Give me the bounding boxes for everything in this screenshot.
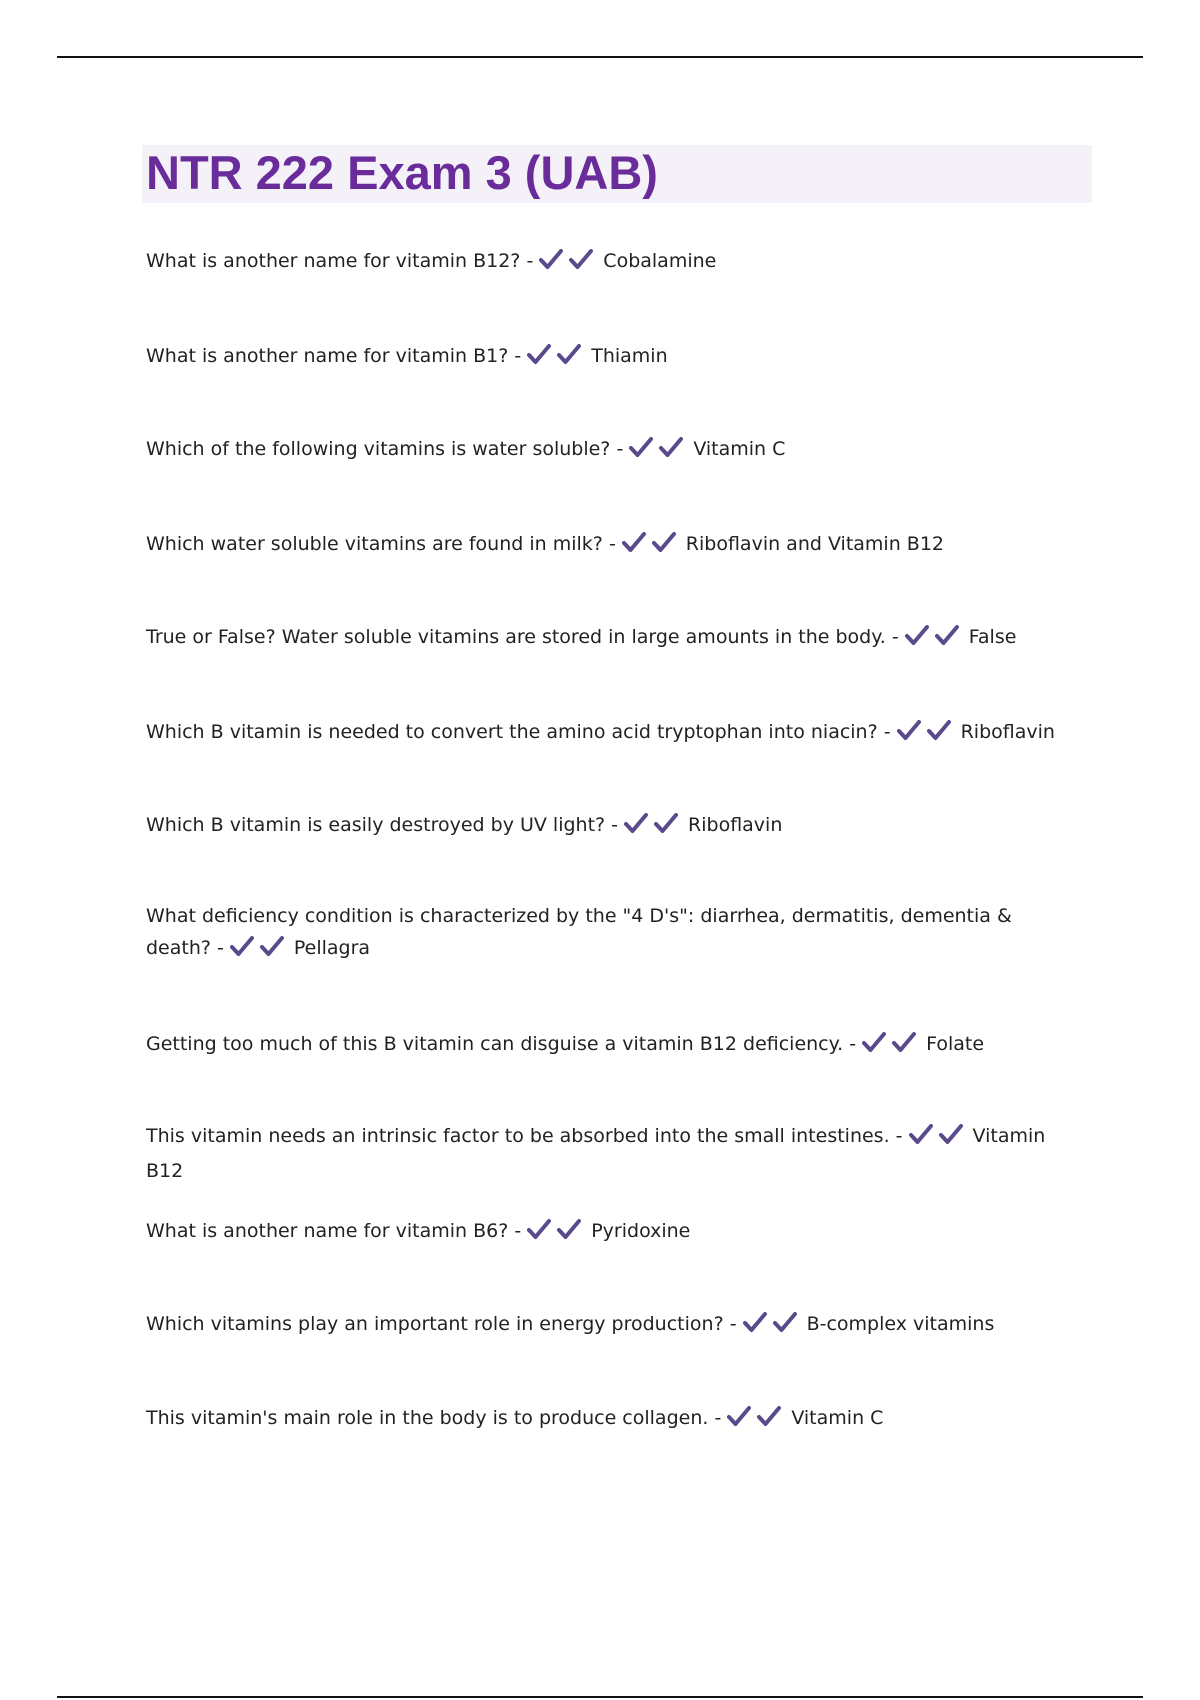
checkmark-icon bbox=[757, 1405, 783, 1427]
checkmark-icon bbox=[905, 624, 931, 646]
qa-item bbox=[146, 433, 1066, 468]
question-text: What is another name for vitamin B6? bbox=[146, 1220, 509, 1242]
checkmark-icon bbox=[862, 1031, 888, 1053]
double-checkmark-icon bbox=[629, 436, 689, 468]
checkmark-icon bbox=[743, 1311, 769, 1333]
qa-item bbox=[146, 245, 1066, 280]
qa-item bbox=[146, 1120, 1066, 1187]
question-text: This vitamin's main role in the body is to produce collagen. bbox=[146, 1407, 709, 1429]
question-text: Which B vitamin is easily destroyed by UV light? bbox=[146, 814, 606, 836]
answer-text: Thiamin bbox=[591, 345, 668, 367]
double-checkmark-icon bbox=[230, 935, 290, 967]
checkmark-icon bbox=[622, 531, 648, 553]
checkmark-icon bbox=[654, 812, 680, 834]
double-checkmark-icon bbox=[622, 531, 682, 563]
qa-item bbox=[146, 340, 1066, 375]
double-checkmark-icon bbox=[527, 1218, 587, 1250]
qa-item bbox=[146, 1215, 1066, 1250]
checkmark-icon bbox=[527, 343, 553, 365]
checkmark-icon bbox=[927, 719, 953, 741]
checkmark-icon bbox=[230, 935, 256, 957]
separator-dash: - bbox=[849, 1033, 857, 1055]
checkmark-icon bbox=[569, 248, 595, 270]
checkmark-icon bbox=[909, 1123, 935, 1145]
question-text: This vitamin needs an intrinsic factor to be absorbed into the small intestines. bbox=[146, 1125, 890, 1147]
qa-item bbox=[146, 716, 1066, 751]
question-text: What is another name for vitamin B1? bbox=[146, 345, 509, 367]
answer-text: Riboflavin bbox=[960, 721, 1055, 743]
answer-text: Pellagra bbox=[293, 937, 371, 959]
checkmark-icon bbox=[892, 1031, 918, 1053]
separator-dash: - bbox=[714, 1407, 722, 1429]
checkmark-icon bbox=[527, 1218, 553, 1240]
separator-dash: - bbox=[891, 626, 899, 648]
checkmark-icon bbox=[539, 248, 565, 270]
answer-text: Vitamin C bbox=[693, 438, 786, 460]
question-text: Which water soluble vitamins are found in milk? bbox=[146, 533, 603, 555]
question-text: Which vitamins play an important role in energy production? bbox=[146, 1313, 724, 1335]
checkmark-icon bbox=[773, 1311, 799, 1333]
top-rule bbox=[57, 56, 1143, 58]
double-checkmark-icon bbox=[727, 1405, 787, 1437]
separator-dash: - bbox=[514, 1220, 522, 1242]
double-checkmark-icon bbox=[909, 1123, 969, 1155]
checkmark-icon bbox=[557, 343, 583, 365]
answer-text: Vitamin C bbox=[791, 1407, 884, 1429]
answer-text: Pyridoxine bbox=[591, 1220, 691, 1242]
checkmark-icon bbox=[939, 1123, 965, 1145]
answer-text: Riboflavin and Vitamin B12 bbox=[685, 533, 944, 555]
document-title: NTR 222 Exam 3 (UAB) bbox=[146, 146, 658, 199]
qa-item bbox=[146, 1308, 1066, 1343]
question-text: Which B vitamin is needed to convert the amino acid tryptophan into niacin? bbox=[146, 721, 878, 743]
question-text: What deficiency condition is characterized by the "4 D's": diarrhea, dermatitis, dementia & death? bbox=[146, 905, 1012, 959]
question-text: What is another name for vitamin B12? bbox=[146, 250, 521, 272]
checkmark-icon bbox=[727, 1405, 753, 1427]
separator-dash: - bbox=[514, 345, 522, 367]
answer-text: Riboflavin bbox=[688, 814, 783, 836]
answer-text: Vitamin B12 bbox=[146, 1125, 1046, 1182]
separator-dash: - bbox=[217, 937, 224, 959]
separator-dash: - bbox=[526, 250, 534, 272]
checkmark-icon bbox=[935, 624, 961, 646]
checkmark-icon bbox=[624, 812, 650, 834]
double-checkmark-icon bbox=[743, 1311, 803, 1343]
double-checkmark-icon bbox=[862, 1031, 922, 1063]
qa-item bbox=[146, 621, 1066, 656]
double-checkmark-icon bbox=[527, 343, 587, 375]
double-checkmark-icon bbox=[624, 812, 684, 844]
separator-dash: - bbox=[608, 533, 616, 555]
answer-text: False bbox=[968, 626, 1017, 648]
question-text: Getting too much of this B vitamin can disguise a vitamin B12 deficiency. bbox=[146, 1033, 844, 1055]
qa-item bbox=[146, 809, 1066, 844]
qa-item bbox=[146, 1028, 1066, 1063]
double-checkmark-icon bbox=[897, 719, 957, 751]
bottom-rule bbox=[57, 1696, 1143, 1698]
answer-text: B-complex vitamins bbox=[806, 1313, 995, 1335]
double-checkmark-icon bbox=[539, 248, 599, 280]
double-checkmark-icon bbox=[905, 624, 965, 656]
checkmark-icon bbox=[659, 436, 685, 458]
qa-item bbox=[146, 528, 1066, 563]
separator-dash: - bbox=[611, 814, 619, 836]
checkmark-icon bbox=[260, 935, 286, 957]
checkmark-icon bbox=[629, 436, 655, 458]
qa-item bbox=[146, 1402, 1066, 1437]
question-text: True or False? Water soluble vitamins are stored in large amounts in the body. bbox=[146, 626, 886, 648]
separator-dash: - bbox=[883, 721, 891, 743]
checkmark-icon bbox=[897, 719, 923, 741]
separator-dash: - bbox=[729, 1313, 737, 1335]
answer-text: Folate bbox=[926, 1033, 985, 1055]
separator-dash: - bbox=[895, 1125, 903, 1147]
checkmark-icon bbox=[652, 531, 678, 553]
qa-item bbox=[146, 900, 1066, 967]
checkmark-icon bbox=[557, 1218, 583, 1240]
question-text: Which of the following vitamins is water soluble? bbox=[146, 438, 611, 460]
answer-text: Cobalamine bbox=[603, 250, 717, 272]
separator-dash: - bbox=[616, 438, 624, 460]
